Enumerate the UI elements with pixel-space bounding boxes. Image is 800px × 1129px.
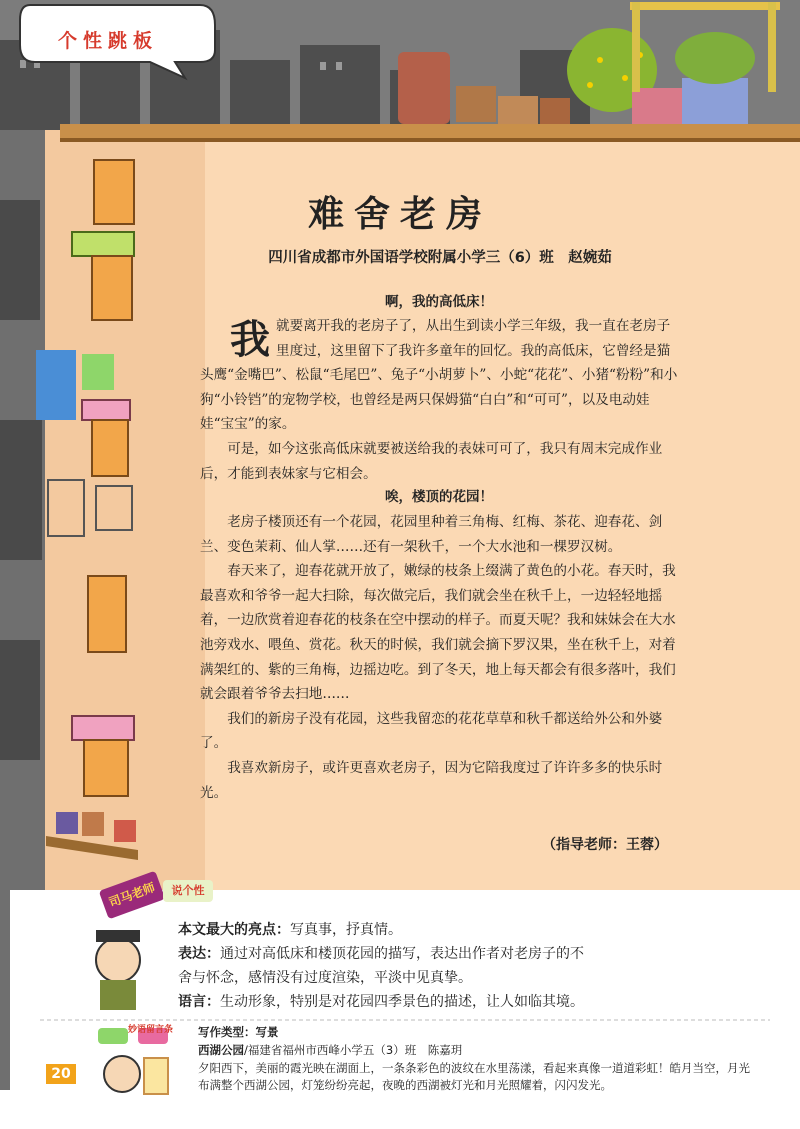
article-author: 四川省成都市外国语学校附属小学三（6）班 赵婉茹 (268, 250, 612, 266)
comment-item: 本文最大的亮点：写真事，抒真情。 (178, 922, 402, 938)
paragraph: 可是，如今这张高低床就要被送给我的表妹可可了，我只有周末完成作业后，才能到表妹家与它相会。 (200, 440, 663, 482)
paragraph-text: 就要离开我的老房子了，从出生到读小学三年级，我一直在老房子里度过，这里留下了我许多童年的回忆。我的高低床，它曾经是猫头鹰“金嘴巴”、松鼠“毛尾巴”、兔子“小胡萝卜”、小蛇“花花”、小猪“粉粉”和小狗“小铃铛”的宠物学校，也曾经是两只保姆猫“白白”和“可可”，以及电动娃娃“宝宝”的家。 (200, 318, 678, 433)
badge-label: 妙语留言条 (128, 1025, 174, 1035)
section-heading: 唉，楼顶的花园！ (385, 489, 493, 505)
teacher-credit: （指导老师：王蓉） (542, 837, 668, 853)
paragraph: 老房子楼顶还有一个花园，花园里种着三角梅、红梅、茶花、迎春花、剑兰、变色茉莉、仙人掌……还有一架秋千，一个大水池和一棵罗汉树。 (200, 514, 663, 555)
dropcap: 我 (230, 316, 270, 363)
section-body (200, 314, 678, 486)
paragraph (200, 314, 678, 437)
excerpt-heading: 西湖公园/福建省福州市西峰小学五（3）班 陈嘉玥 (198, 1043, 463, 1057)
paragraph: 我喜欢新房子，或许更喜欢老房子，因为它陪我度过了许许多多的快乐时光。 (200, 759, 663, 801)
section-body (200, 510, 678, 805)
section-tag: 个性跳板 (58, 30, 159, 52)
section-heading: 啊，我的高低床！ (385, 294, 493, 310)
excerpt-type: 写作类型：写景 (198, 1025, 279, 1039)
paragraph: 我们的新房子没有花园，这些我留恋的花花草草和秋千都送给外公和外婆了。 (200, 710, 663, 752)
paragraph: 春天来了，迎春花就开放了，嫩绿的枝条上缀满了黄色的小花。春天时，我最喜欢和爷爷一起大扫除，每次做完后，我们就会坐在秋千上，一边轻轻地摇着，一边欣赏着迎春花的枝条在空中摆动的样子。而夏天呢？我和妹妹会在大水池旁戏水、喂鱼、赏花。秋天的时候，我们就会摘下罗汉果，坐在秋千上，对着满架红的、紫的三角梅，边摇边吃。到了冬天，地上每天都会有很多落叶，我们就会跟着爷爷去扫地…… (200, 563, 676, 703)
comment-item: 语言：生动形象，特别是对花园四季景色的描述，让人如临其境。 (178, 994, 584, 1010)
teacher-tag: 司马老师 (99, 871, 166, 920)
excerpt-text: 夕阳西下，美丽的霞光映在湖面上，一条条彩色的波纹在水里荡漾，看起来真像一道道彩虹！皓月当空，月光布满整个西湖公园，灯笼纷纷亮起，夜晚的西湖被灯光和月光照耀着，闪闪发光。 (198, 1061, 750, 1092)
comment-block (178, 918, 593, 1014)
page-number: 20 (46, 1064, 76, 1084)
article-title: 难舍老房 (307, 193, 492, 235)
comment-item: 表达：通过对高低床和楼顶花园的描写，表达出作者对老房子的不舍与怀念，感情没有过度渲染，平淡中见真挚。 (178, 946, 584, 986)
say-tag: 说个性 (163, 880, 213, 902)
